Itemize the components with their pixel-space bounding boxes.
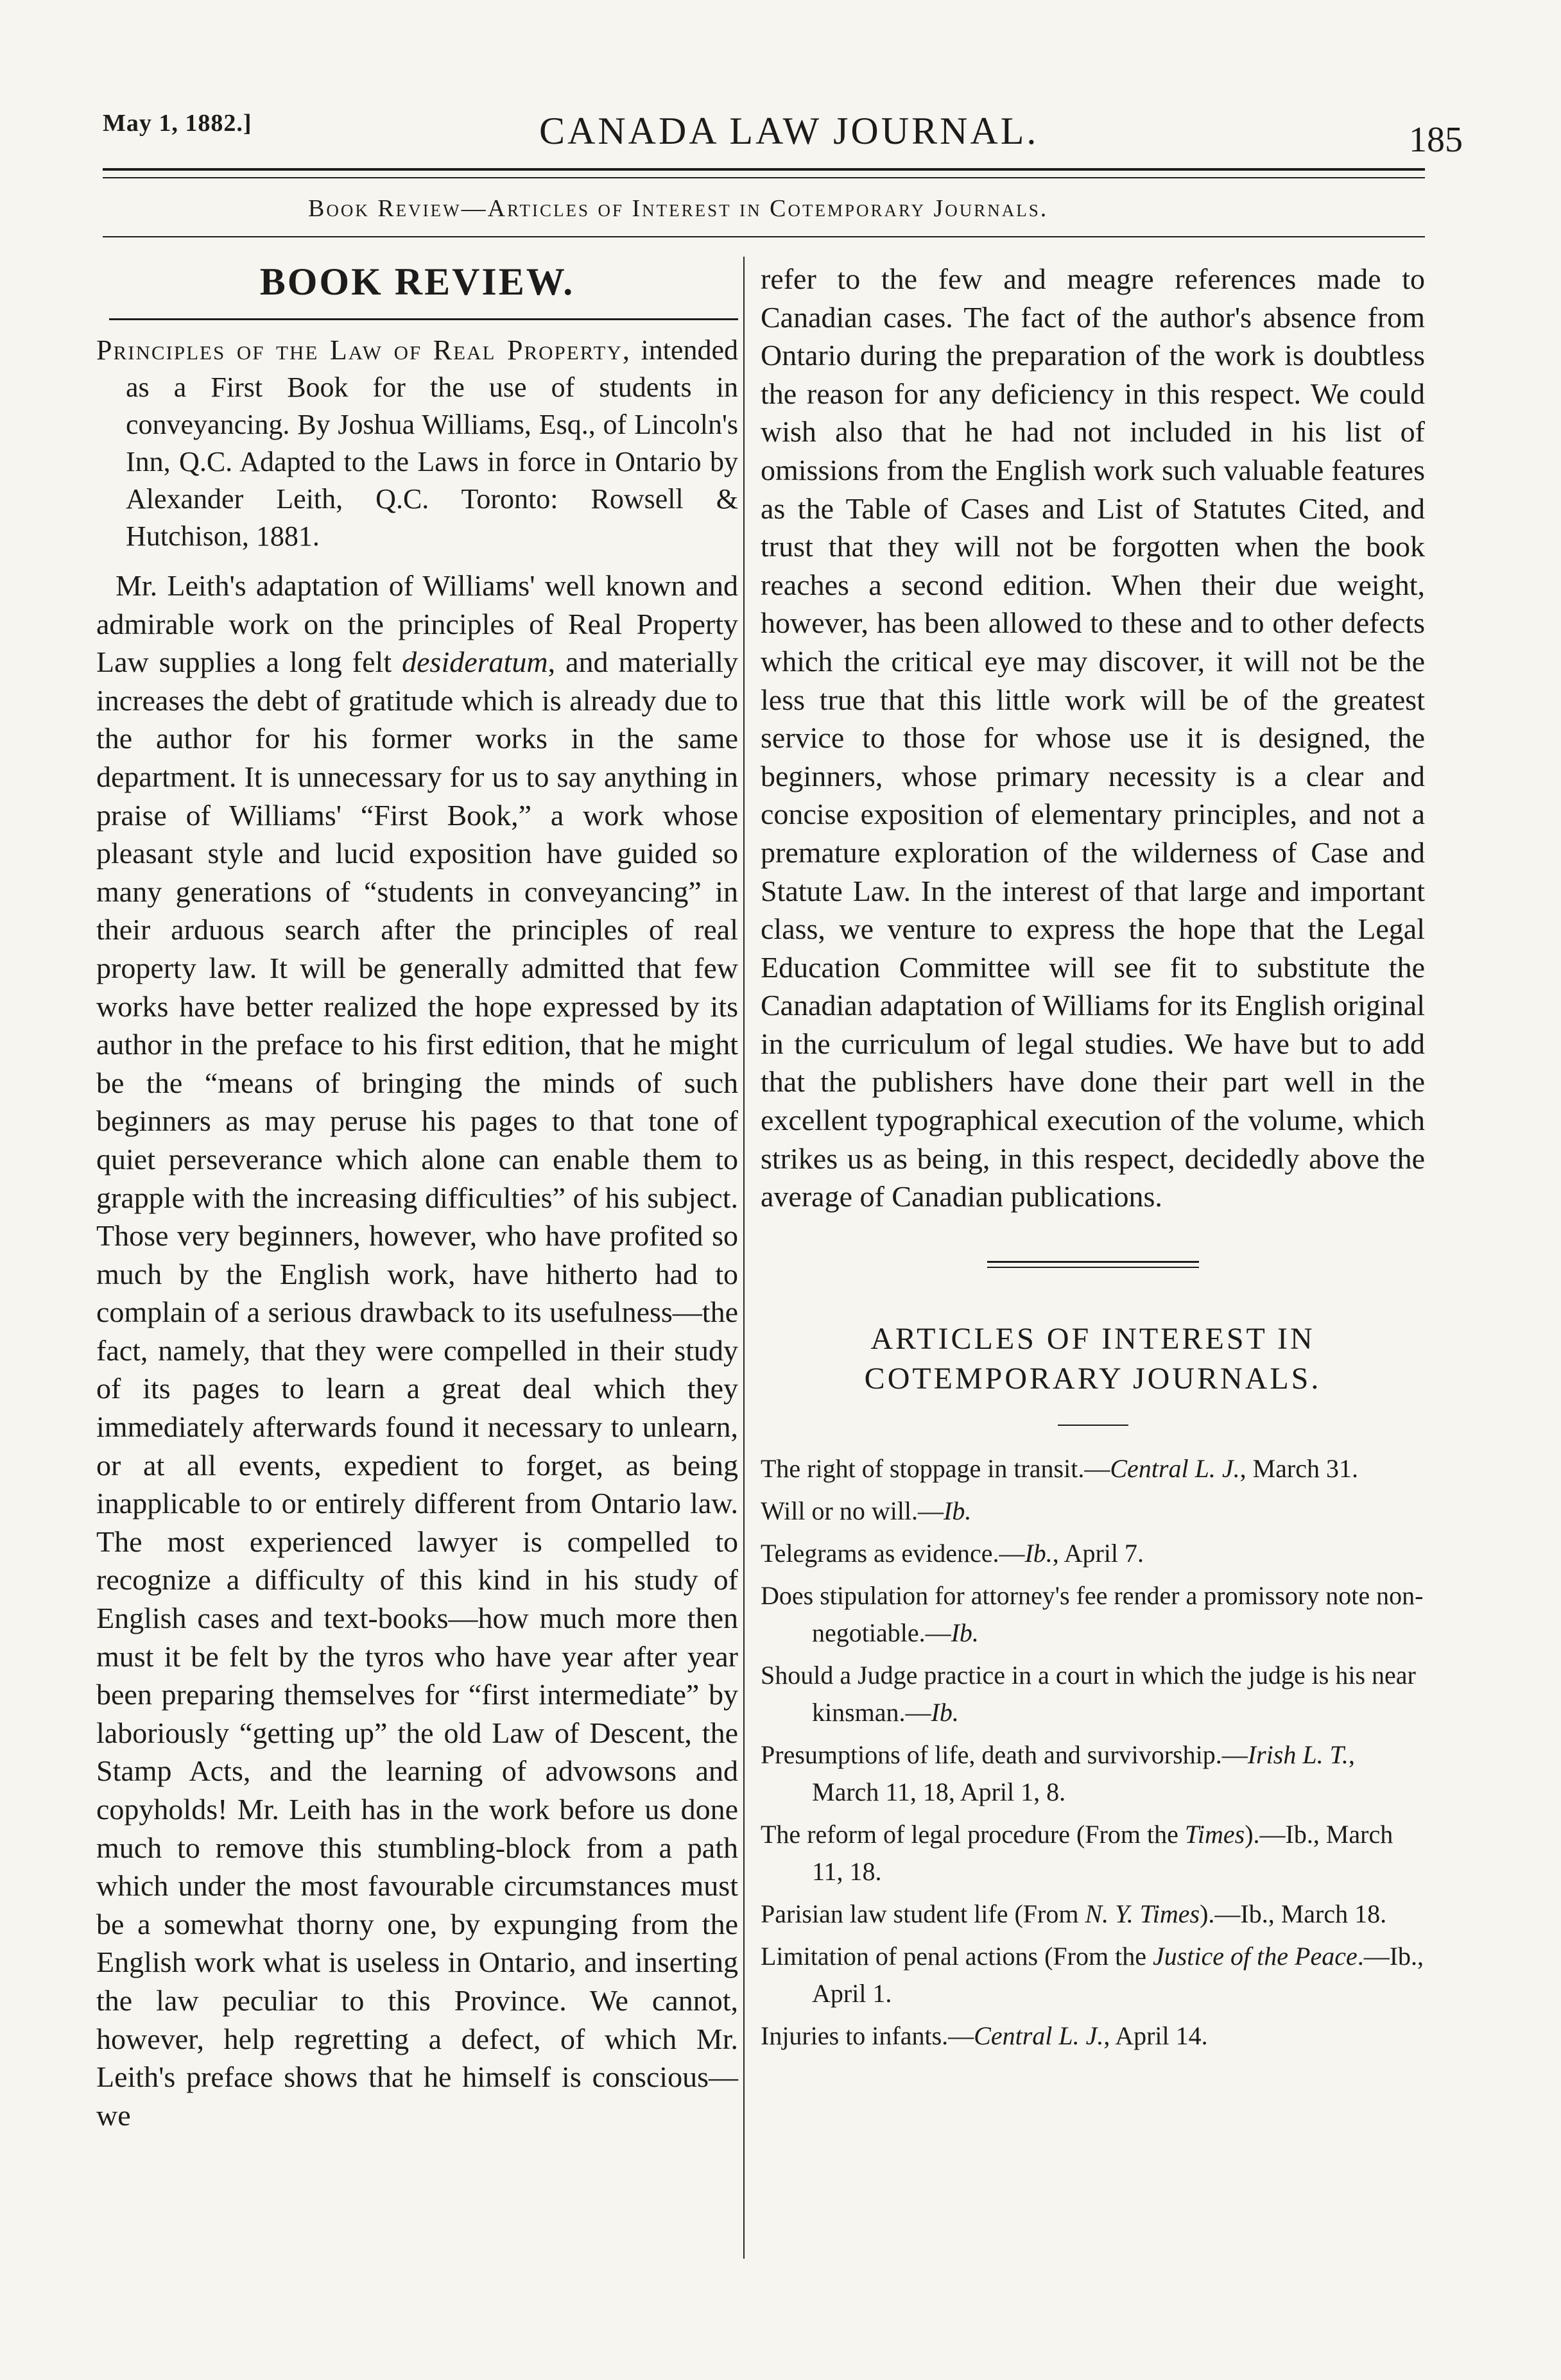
article-title: Should a Judge practice in a court in which the judge is his near kinsman.— [761, 1660, 1416, 1727]
page-number: 185 [1409, 120, 1463, 160]
book-citation [96, 332, 738, 555]
list-item [761, 1535, 1425, 1572]
article-title: Injuries to infants.— [761, 2021, 974, 2050]
book-title: Principles of the Law of Real Property, [96, 334, 631, 366]
left-column [71, 260, 738, 2134]
review-paragraph [96, 567, 738, 2134]
articles-heading: ARTICLES OF INTEREST IN COTEMPORARY JOURNALS. [864, 1321, 1322, 1396]
column-divider [743, 257, 745, 2259]
list-item [761, 1736, 1425, 1811]
book-review-heading: BOOK REVIEW. [259, 261, 575, 303]
list-item [761, 1896, 1425, 1933]
article-date: , April 7. [1052, 1538, 1144, 1568]
article-title: Does stipulation for attorney's fee render a promissory note non-negotiable.— [761, 1580, 1424, 1647]
article-source: N. Y. Times [1085, 1899, 1200, 1928]
article-source: Irish L. T. [1247, 1740, 1349, 1769]
article-source: Central L. J. [974, 2021, 1104, 2050]
article-source: Ib. [944, 1496, 972, 1525]
list-item [761, 1577, 1425, 1652]
article-source: Ib. [931, 1697, 959, 1727]
article-source: Times [1184, 1819, 1245, 1849]
header-rule-thick [103, 168, 1425, 171]
list-item [761, 1938, 1425, 2012]
articles-heading-rule [1058, 1425, 1128, 1426]
article-date: , March 11, 18, April 1, 8. [812, 1740, 1355, 1806]
section-separator [987, 1261, 1199, 1268]
separator-line-thick [987, 1261, 1199, 1263]
list-item [761, 1816, 1425, 1890]
separator-line-thin [987, 1267, 1199, 1268]
header-rule-thin [103, 177, 1425, 178]
header-date: May 1, 1882.] [103, 110, 252, 137]
article-title: Parisian law student life (From [761, 1899, 1085, 1928]
article-date: , March 31. [1239, 1453, 1358, 1483]
right-column [761, 260, 1425, 2060]
list-item [761, 1493, 1425, 1530]
running-subtitle: Book Review—Articles of Interest in Cotemporary Journals. [308, 195, 1049, 222]
review-continued: refer to the few and meagre references made to Canadian cases. The fact of the author's absence from Ontario during the preparation of the work is doubtless the reason for any deficiency in this respect. We could wish also that he had not included in his list of omissions from the English work such valuable features as the Table of Cases and List of Statutes Cited, and trust that they will not be forgotten when the book reaches a second edition. When their due weight, however, has been allowed to these and to other defects which the critical eye may discover, it will not be the less true that this little work will be of the greatest service to those for whose use it is designed, the beginners, whose primary necessity is a clear and concise exposition of elementary principles, and not a premature exploration of the wilderness of Case and Statute Law. In the interest of that large and important class, we venture to express the hope that the Legal Education Committee will see fit to substitute the Canadian adaptation of Williams for its English original in the curriculum of legal studies. We have but to add that the publishers have done their part well in the excellent typographical execution of the volume, which strikes us as being, in this respect, decidedly above the average of Canadian publications. [761, 262, 1425, 1213]
subtitle-rule [103, 236, 1425, 237]
journal-title: CANADA LAW JOURNAL. [539, 110, 1039, 152]
review-text-start: Mr. Leith's adaptation of Williams' well known and admirable work on the principles of Real Property Law supplies a long felt [96, 569, 738, 679]
article-title: The right of stoppage in transit.— [761, 1453, 1110, 1483]
article-date: ).—Ib., March 11, 18. [812, 1819, 1393, 1886]
article-date: , April 14. [1103, 2021, 1208, 2050]
list-item [761, 2017, 1425, 2055]
review-text-rest: , and materially increases the debt of gratitude which is already due to the author for his former works in the same department. It is unnecessary for us to say anything in praise of Williams' “First Book,” a work whose pleasant style and lucid exposition have guided so many generations of “students in conveyancing” in their arduous search after the principles of real property law. It will be generally admitted that few works have better realized the hope expressed by its author in the preface to his first edition, that he might be the “means of bringing the minds of such beginners as may peruse his pages to that tone of quiet perseverance which alone can enable them to grapple with the increasing difficulties” of his subject. Those very beginners, however, who have profited so much by the English work, have hitherto had to complain of a serious drawback to its usefulness—the fact, namely, that they were compelled in their study of its pages to learn a great deal which they immediately afterwards found it necessary to unlearn, or at all events, expedient to forget, as being inapplicable to or entirely different from Ontario law. The most experienced lawyer is compelled to recognize a difficulty of this kind in his study of English cases and text-books—how much more then must it be felt by the tyros who have year after year been preparing themselves for “first intermediate” by laboriously “getting up” the old Law of Descent, the Stamp Acts, and the learning of advowsons and copyholds! Mr. Leith has in the work before us done much to remove this stumbling-block from a path which under the most favourable circumstances must be a somewhat thorny one, by expunging from the English work what is useless in Ontario, and inserting the law peculiar to this Province. We cannot, however, help regretting a defect, of which Mr. Leith's preface shows that he himself is conscious—we [96, 646, 738, 2132]
article-source: Justice of the Peace [1152, 1941, 1358, 1971]
article-title: Limitation of penal actions (From the [761, 1941, 1153, 1971]
article-title: Telegrams as evidence.— [761, 1538, 1025, 1568]
article-source: Ib. [1024, 1538, 1053, 1568]
article-date: .—Ib., April 1. [812, 1941, 1424, 2008]
article-date: ).—Ib., March 18. [1200, 1899, 1387, 1928]
articles-list [761, 1450, 1425, 2055]
article-source: Central L. J. [1110, 1453, 1240, 1483]
article-title: Presumptions of life, death and survivorship.— [761, 1740, 1248, 1769]
list-item [761, 1450, 1425, 1487]
review-italic-term: desideratum [402, 646, 548, 679]
article-title: Will or no will.— [761, 1496, 944, 1525]
list-item [761, 1657, 1425, 1731]
article-title: The reform of legal procedure (From the [761, 1819, 1185, 1849]
heading-rule [109, 318, 738, 320]
article-source: Ib. [951, 1618, 979, 1647]
book-details: intended as a First Book for the use of students in conveyancing. By Joshua Williams, Esq., of Lincoln's Inn, Q.C. Adapted to the Laws in force in Ontario by Alexander Leith, Q.C. Toronto: Rowsell & Hutchison, 1881. [126, 334, 738, 552]
